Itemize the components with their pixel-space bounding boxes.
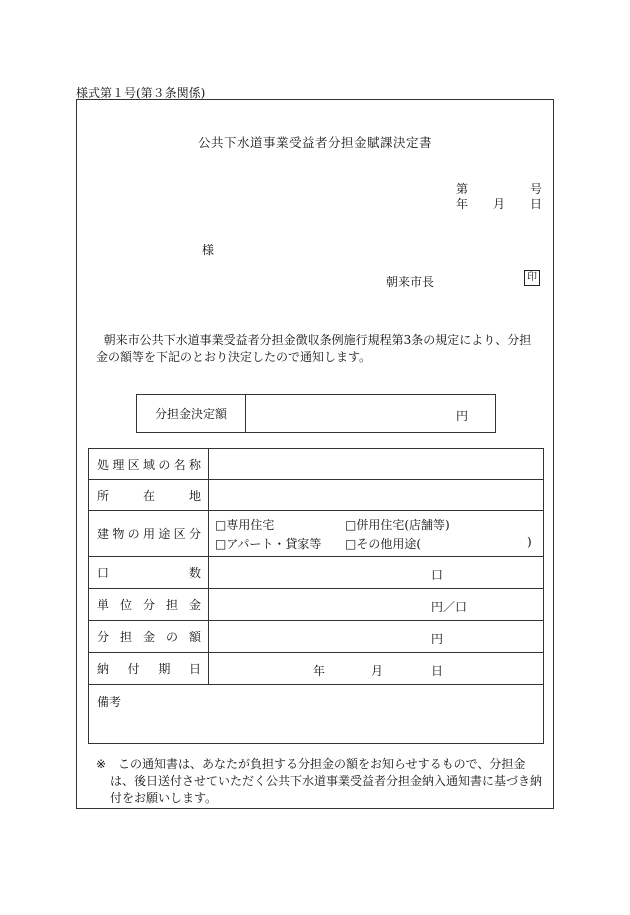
label-char: 名 bbox=[173, 457, 186, 472]
label-char: 分 bbox=[142, 598, 155, 612]
label-char: の bbox=[165, 630, 178, 644]
label-char: 在 bbox=[142, 488, 155, 503]
label-char: 地 bbox=[188, 488, 201, 503]
form-number: 様式第１号(第３条関係) bbox=[76, 86, 206, 100]
row-due-date bbox=[89, 653, 544, 685]
row-charge-amount bbox=[89, 621, 544, 653]
usage-options-cell bbox=[209, 511, 544, 557]
number-prefix: 第 bbox=[456, 182, 469, 196]
seal-stamp: 印 bbox=[524, 270, 540, 286]
decided-amount-box bbox=[136, 394, 496, 433]
unit-charge-unit: 円／口 bbox=[431, 600, 468, 614]
label-char: 処 bbox=[97, 457, 110, 472]
label-char: 担 bbox=[119, 630, 132, 644]
row-building-usage bbox=[89, 511, 544, 557]
notification-body bbox=[96, 332, 542, 366]
charge-amount-label-chars bbox=[97, 628, 201, 645]
usage-label bbox=[89, 511, 209, 557]
option-exclusive-residence[interactable]: □専用住宅 bbox=[215, 518, 275, 532]
notice-mark: ※ bbox=[96, 757, 107, 771]
area-name-label-chars bbox=[97, 456, 201, 473]
label-char: 納 bbox=[97, 662, 110, 676]
label-char: 分 bbox=[188, 527, 201, 541]
addressee-suffix: 様 bbox=[202, 243, 215, 257]
due-date-label-chars bbox=[97, 660, 201, 677]
label-char: 担 bbox=[165, 598, 178, 612]
unit-charge-field[interactable] bbox=[209, 589, 544, 621]
units-label bbox=[89, 557, 209, 589]
label-char: 口 bbox=[97, 566, 110, 580]
label-char: 期 bbox=[158, 662, 171, 676]
due-date-label bbox=[89, 653, 209, 685]
row-area-name bbox=[89, 449, 544, 480]
location-label bbox=[89, 480, 209, 511]
usage-label-chars bbox=[97, 525, 201, 542]
charge-amount-unit: 円 bbox=[431, 632, 444, 646]
label-char: 分 bbox=[97, 630, 110, 644]
label-char: 単 bbox=[97, 598, 110, 612]
units-unit: 口 bbox=[431, 568, 444, 582]
due-date-month: 月 bbox=[371, 664, 384, 678]
area-name-label bbox=[89, 449, 209, 480]
unit-charge-label-chars bbox=[97, 596, 201, 613]
usage-options bbox=[209, 511, 543, 556]
label-char: 用 bbox=[142, 527, 155, 541]
location-field[interactable] bbox=[209, 480, 544, 511]
remarks-label: 備考 bbox=[97, 695, 122, 709]
notice bbox=[96, 756, 546, 807]
label-char: 区 bbox=[173, 527, 186, 541]
option-other-usage[interactable]: □その他用途( bbox=[345, 537, 422, 551]
decided-amount-unit: 円 bbox=[456, 409, 469, 423]
area-name-field[interactable] bbox=[209, 449, 544, 480]
details-table bbox=[88, 448, 544, 744]
label-char: 位 bbox=[119, 598, 132, 612]
due-date-year: 年 bbox=[313, 664, 326, 678]
due-date-field[interactable] bbox=[209, 653, 544, 685]
notice-text: この通知書は、あなたが負担する分担金の額をお知らせするもので、分担金は、後日送付させていただく公共下水道事業受益者分担金納入通知書に基づき納付をお願いします。 bbox=[110, 757, 543, 805]
date-day: 日 bbox=[530, 197, 543, 211]
charge-amount-field[interactable] bbox=[209, 621, 544, 653]
units-field[interactable] bbox=[209, 557, 544, 589]
location-label-chars bbox=[97, 487, 201, 504]
notification-body-text: 朝来市公共下水道事業受益者分担金徴収条例施行規程第3条の規定により、分担金の額等を下記のとおり決定したので通知します。 bbox=[96, 333, 532, 364]
row-remarks bbox=[89, 685, 544, 744]
units-label-chars bbox=[97, 564, 201, 581]
label-char: 金 bbox=[188, 598, 201, 612]
date-year: 年 bbox=[456, 197, 469, 211]
label-char: 付 bbox=[127, 662, 140, 676]
option-other-close: ) bbox=[527, 535, 532, 549]
label-char: 額 bbox=[188, 630, 201, 644]
decided-amount-label: 分担金決定額 bbox=[137, 395, 246, 432]
label-char: 建 bbox=[97, 527, 110, 541]
label-char: の bbox=[127, 527, 140, 541]
due-date-day: 日 bbox=[431, 664, 444, 678]
decided-amount-field[interactable] bbox=[246, 395, 495, 432]
option-combined-residence[interactable]: □併用住宅(店舗等) bbox=[345, 518, 450, 532]
option-apartment[interactable]: □アパート・貸家等 bbox=[215, 537, 322, 551]
label-char: 日 bbox=[188, 662, 201, 676]
label-char: 数 bbox=[188, 566, 201, 580]
row-location bbox=[89, 480, 544, 511]
label-char: 金 bbox=[142, 630, 155, 644]
document-title: 公共下水道事業受益者分担金賦課決定書 bbox=[197, 135, 432, 150]
remarks-field[interactable] bbox=[89, 685, 544, 744]
row-units bbox=[89, 557, 544, 589]
label-char: 所 bbox=[97, 488, 110, 503]
label-char: 理 bbox=[112, 457, 125, 472]
label-char: の bbox=[158, 457, 171, 472]
label-char: 物 bbox=[112, 527, 125, 541]
issuer-name: 朝来市長 bbox=[386, 275, 435, 289]
label-char: 区 bbox=[127, 457, 140, 472]
label-char: 称 bbox=[188, 457, 201, 472]
row-unit-charge bbox=[89, 589, 544, 621]
date-month: 月 bbox=[493, 197, 506, 211]
number-suffix: 号 bbox=[530, 182, 543, 196]
label-char: 途 bbox=[158, 527, 171, 541]
charge-amount-label bbox=[89, 621, 209, 653]
unit-charge-label bbox=[89, 589, 209, 621]
label-char: 域 bbox=[142, 457, 155, 472]
